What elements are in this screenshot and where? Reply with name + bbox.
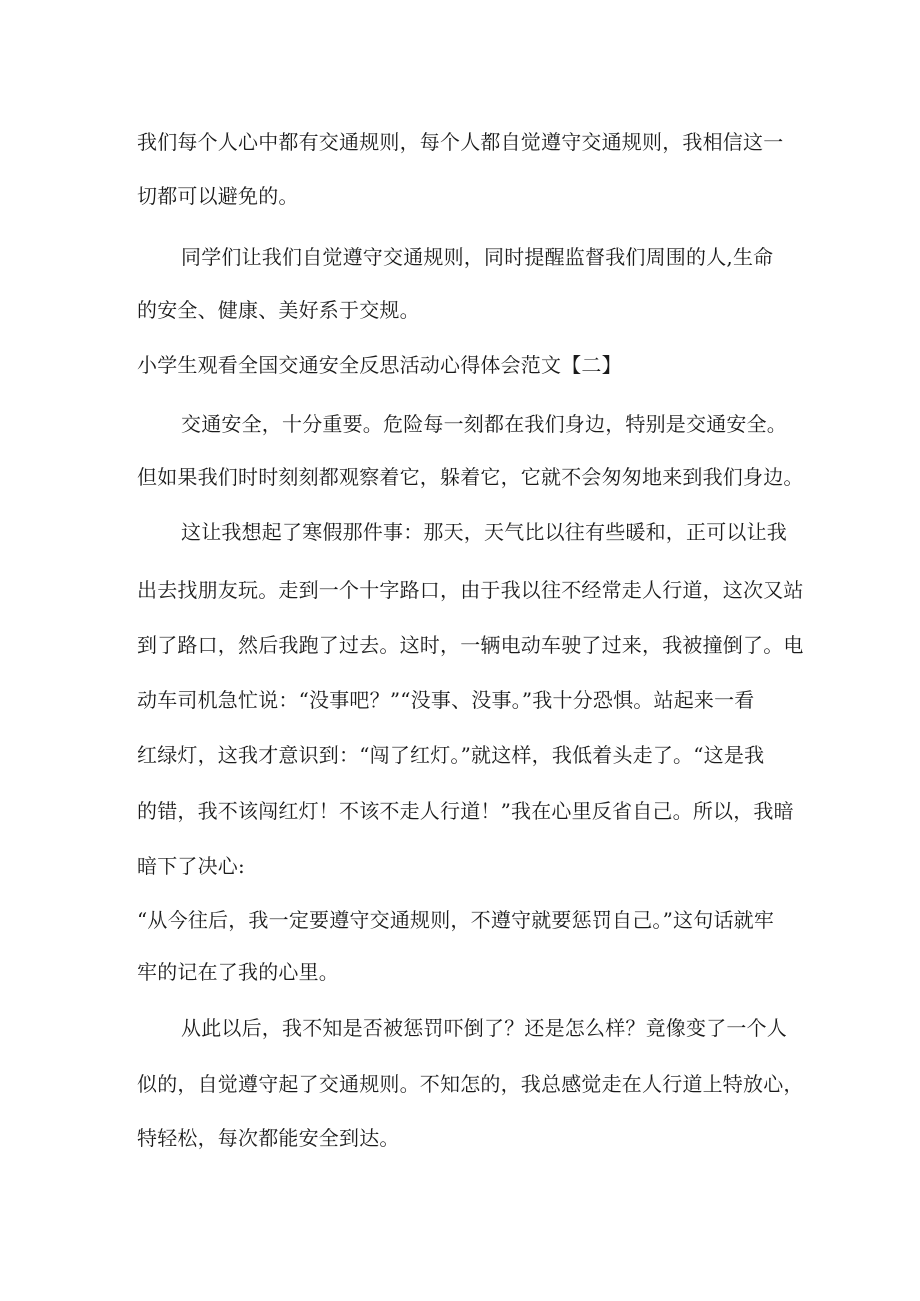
text-line: 到了路口，然后我跑了过去。这时，一辆电动车驶了过来，我被撞倒了。电 xyxy=(137,633,804,657)
text-line: 同学们让我们自觉遵守交通规则，同时提醒监督我们周围的人,生命 xyxy=(181,245,774,269)
text-line: 从此以后，我不知是否被惩罚吓倒了？还是怎么样？竟像变了一个人 xyxy=(181,1016,787,1040)
text-line: 牢的记在了我的心里。 xyxy=(137,960,339,984)
text-line: 但如果我们时时刻刻都观察着它，躲着它，它就不会匆匆地来到我们身边。 xyxy=(137,465,804,489)
text-line: 切都可以避免的。 xyxy=(137,184,299,208)
text-line: 出去找朋友玩。走到一个十字路口，由于我以往不经常走人行道，这次又站 xyxy=(137,578,804,602)
text-line: 这让我想起了寒假那件事：那天，天气比以往有些暖和，正可以让我 xyxy=(181,520,787,544)
text-line: 的错，我不该闯红灯！不该不走人行道！”我在心里反省自己。所以，我暗 xyxy=(137,799,794,823)
text-line: 暗下了决心: xyxy=(137,854,245,878)
text-line: 特轻松，每次都能安全到达。 xyxy=(137,1126,400,1150)
text-line: 红绿灯，这我才意识到：“闯了红灯。”就这样，我低着头走了。“这是我 xyxy=(137,743,765,767)
text-line: 似的，自觉遵守起了交通规则。不知怎的，我总感觉走在人行道上特放心， xyxy=(137,1072,804,1096)
text-line: 我们每个人心中都有交通规则，每个人都自觉遵守交通规则，我相信这一 xyxy=(137,130,784,154)
text-line: 交通安全，十分重要。危险每一刻都在我们身边，特别是交通安全。 xyxy=(181,412,787,436)
text-line: “从今往后，我一定要遵守交通规则，不遵守就要惩罚自己。”这句话就牢 xyxy=(137,908,775,932)
text-line: 动车司机急忙说：“没事吧？”“没事、没事。”我十分恐惧。站起来一看 xyxy=(137,688,755,712)
text-line: 的安全、健康、美好系于交规。 xyxy=(137,298,420,322)
section-heading: 小学生观看全国交通安全反思活动心得体会范文【二】 xyxy=(137,353,622,377)
